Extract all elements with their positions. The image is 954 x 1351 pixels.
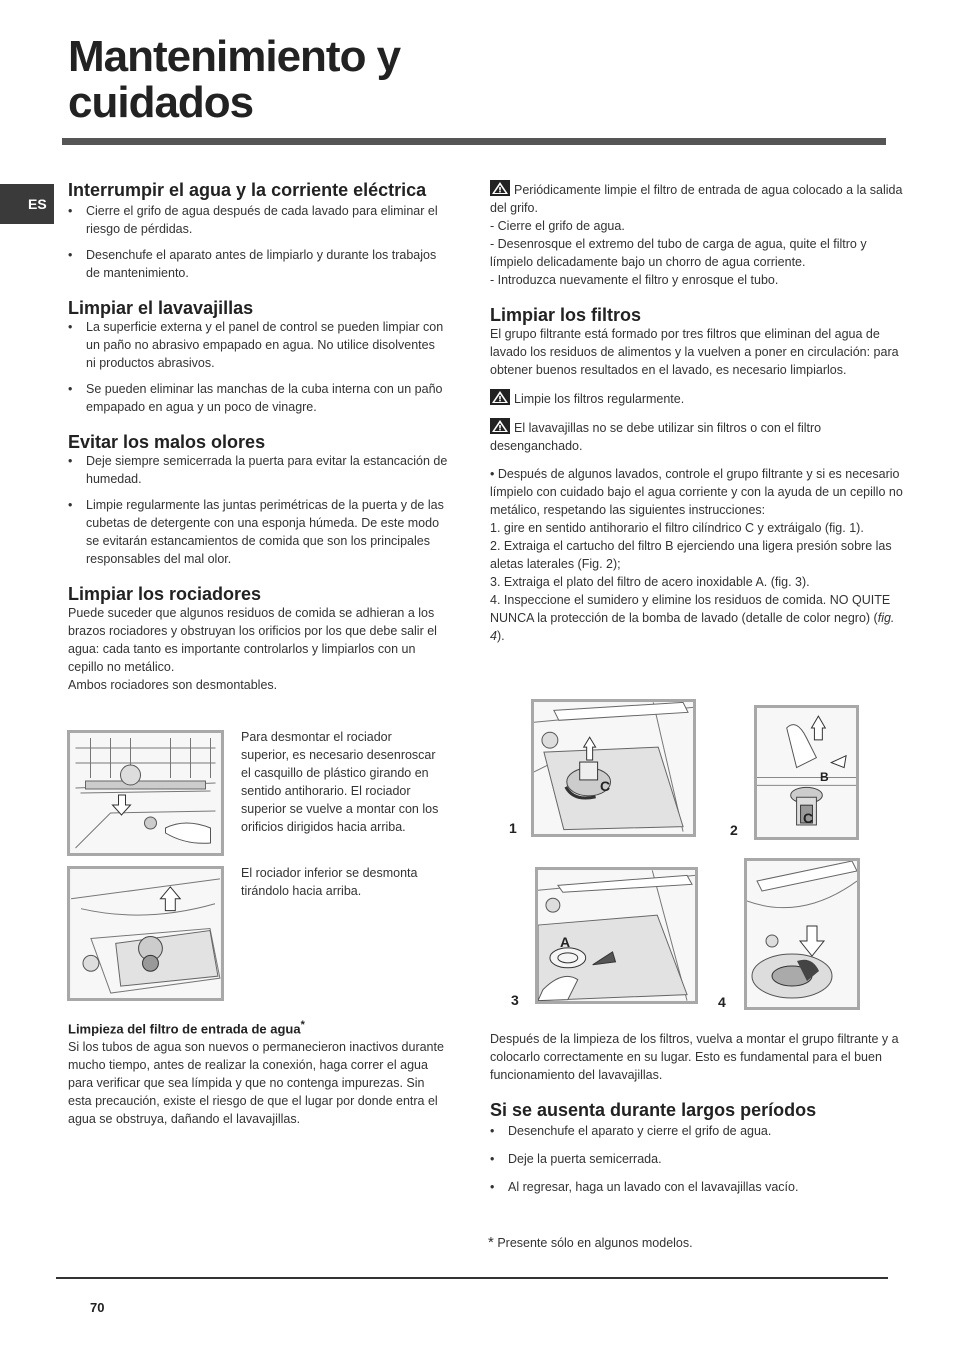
instruction-line: - Introduzca nuevamente el filtro y enrosque el tubo.	[490, 273, 779, 287]
label-b: B	[820, 770, 829, 784]
instruction-line: - Cierre el grifo de agua.	[490, 219, 625, 233]
sprayers-paragraph: Puede suceder que algunos residuos de comida se adhieran a los brazos rociadores y obstruyan los orificios por los que debe salir el agua: cada tanto es importante controlarlos y limpiarlos con un cepillo no metálico.	[68, 606, 437, 674]
inlet-filter-heading-text: Limpieza del filtro de entrada de agua	[68, 1021, 301, 1037]
upper-sprayer-illustration	[70, 733, 221, 853]
filter-step-4-figref: fig. 4	[490, 611, 895, 643]
inlet-warning-text: Periódicamente limpie el filtro de entrada de agua colocado a la salida del grifo.	[490, 183, 903, 215]
filter-step-4-end: ).	[496, 629, 505, 643]
filter-step-4-text: 4. Inspeccione el sumidero y elimine los residuos de comida. NO QUITE NUNCA la protección de la bomba de lavado (detalle de color negro) (	[490, 593, 891, 625]
section-heading-absence: Si se ausenta durante largos períodos	[490, 1100, 817, 1120]
list-item: • Se pueden eliminar las manchas de la cuba interna con un paño empapado en agua y un poco de vinagre.	[68, 380, 448, 416]
inlet-warning	[490, 180, 908, 217]
list-item: • La superficie externa y el panel de control se pueden limpiar con un paño no abrasivo empapado en agua. No utilice disolventes ni productos abrasivos.	[68, 318, 448, 372]
list-item: • Desenchufe el aparato antes de limpiarlo y durante los trabajos de mantenimiento.	[68, 246, 448, 282]
list-item: • Desenchufe el aparato y cierre el grifo de agua.	[490, 1122, 910, 1140]
filter-figure-1	[531, 699, 696, 837]
right-column	[490, 180, 908, 645]
page-title	[68, 34, 400, 126]
filter-step-2: 2. Extraiga el cartucho del filtro B ejerciendo una ligera presión sobre las aletas laterales (Fig. 2);	[490, 539, 892, 571]
odors-list	[68, 452, 448, 568]
figure-number-3: 3	[511, 992, 519, 1008]
footnote-text: Presente sólo en algunos modelos.	[497, 1236, 693, 1250]
section-heading-interrupt: Interrumpir el agua y la corriente eléctrica	[68, 180, 427, 200]
figure-number-1: 1	[509, 820, 517, 836]
filter-figure-2	[754, 705, 859, 840]
language-tab: ES	[0, 184, 54, 224]
label-a: A	[560, 934, 571, 950]
lower-sprayer-illustration	[70, 869, 221, 998]
footer-divider	[56, 1277, 888, 1279]
filters-check-paragraph: • Después de algunos lavados, controle el grupo filtrante y si es necesario límpielo con cuidado bajo el agua corriente y con la ayuda de un cepillo no metálico, respetando las siguientes instrucciones:	[490, 467, 903, 517]
filters-warning-2-text: El lavavajillas no se debe utilizar sin filtros o con el filtro desenganchado.	[490, 421, 822, 453]
warning-icon	[490, 418, 510, 434]
left-column	[68, 180, 448, 694]
absence-list	[490, 1122, 910, 1196]
section-heading-odors: Evitar los malos olores	[68, 432, 266, 452]
filter-figure-4-illustration	[747, 861, 857, 1007]
footnote-marker: *	[300, 1019, 305, 1031]
page-number: 70	[90, 1300, 105, 1315]
section-heading-filters: Limpiar los filtros	[490, 305, 642, 325]
list-item: • Deje la puerta semicerrada.	[490, 1150, 910, 1168]
lower-sprayer-figure	[67, 866, 224, 1001]
filters-warning-1	[490, 389, 908, 408]
filter-figure-4	[744, 858, 860, 1010]
interrupt-list	[68, 202, 448, 282]
label-c: C	[803, 810, 814, 826]
clean-list	[68, 318, 448, 416]
instruction-line: - Desenrosque el extremo del tubo de carga de agua, quite el filtro y límpielo delicadamente bajo un chorro de agua corriente.	[490, 237, 867, 269]
after-cleaning-section	[490, 1030, 910, 1204]
filters-paragraph: El grupo filtrante está formado por tres filtros que eliminan del agua de lavado los residuos de alimentos y la vuelven a poner en circulación: para obtener buenos resultados en el lavado, es necesario limpiarlos.	[490, 327, 899, 377]
label-c: C	[600, 778, 611, 794]
lower-sprayer-text: El rociador inferior se desmonta tirándolo hacia arriba.	[241, 866, 418, 898]
sprayers-removable: Ambos rociadores son desmontables.	[68, 678, 278, 692]
figure-number-2: 2	[730, 822, 738, 838]
section-heading-clean: Limpiar el lavavajillas	[68, 298, 254, 318]
title-line-1: Mantenimiento y	[68, 32, 401, 81]
list-item: • Cierre el grifo de agua después de cada lavado para eliminar el riesgo de pérdidas.	[68, 202, 448, 238]
upper-sprayer-figure	[67, 730, 224, 856]
title-line-2: cuidados	[68, 78, 254, 127]
upper-sprayer-text: Para desmontar el rociador superior, es necesario desenroscar el casquillo de plástico girando en sentido antihorario. El rociador superior se vuelve a montar con los orificios dirigidos hacia arriba.	[241, 730, 439, 834]
footnote-star: *	[488, 1234, 494, 1251]
warning-icon	[490, 389, 510, 405]
filter-step-1: 1. gire en sentido antihorario el filtro cilíndrico C y extráigalo (fig. 1).	[490, 521, 864, 535]
inlet-filter-paragraph: Si los tubos de agua son nuevos o permanecieron inactivos durante mucho tiempo, antes de realizar la conexión, haga correr el agua para verificar que sea límpida y que no contenga impurezas. Sin esta precaución, existe el riesgo de que el lugar por donde entra el agua se obstruya, dañando el lavavajillas.	[68, 1040, 444, 1127]
inlet-filter-section	[68, 1016, 448, 1128]
filter-step-4	[490, 591, 908, 645]
filter-figure-3	[535, 867, 698, 1004]
title-divider	[62, 138, 886, 145]
filters-warning-1-text: Limpie los filtros regularmente.	[514, 392, 685, 406]
list-item: • Deje siempre semicerrada la puerta para evitar la estancación de humedad.	[68, 452, 448, 488]
list-item: • Al regresar, haga un lavado con el lavavajillas vacío.	[490, 1178, 910, 1196]
warning-icon	[490, 180, 510, 196]
section-heading-inlet-filter	[68, 1016, 448, 1038]
section-heading-sprayers: Limpiar los rociadores	[68, 584, 262, 604]
filters-warning-2	[490, 418, 908, 455]
footnote	[488, 1234, 888, 1252]
list-item: • Limpie regularmente las juntas perimétricas de la puerta y de las cubetas de detergente con una esponja húmeda. De este modo se evitarán estancamientos de comida que son los principales responsables del mal olor.	[68, 496, 448, 568]
figure-number-4: 4	[718, 994, 726, 1010]
after-cleaning-paragraph: Después de la limpieza de los filtros, vuelva a montar el grupo filtrante y a colocarlo correctamente en su lugar. Esto es fundamental para el buen funcionamiento del lavavajillas.	[490, 1032, 899, 1082]
filter-figure-1-illustration	[534, 702, 693, 834]
filter-step-3: 3. Extraiga el plato del filtro de acero inoxidable A. (fig. 3).	[490, 575, 810, 589]
